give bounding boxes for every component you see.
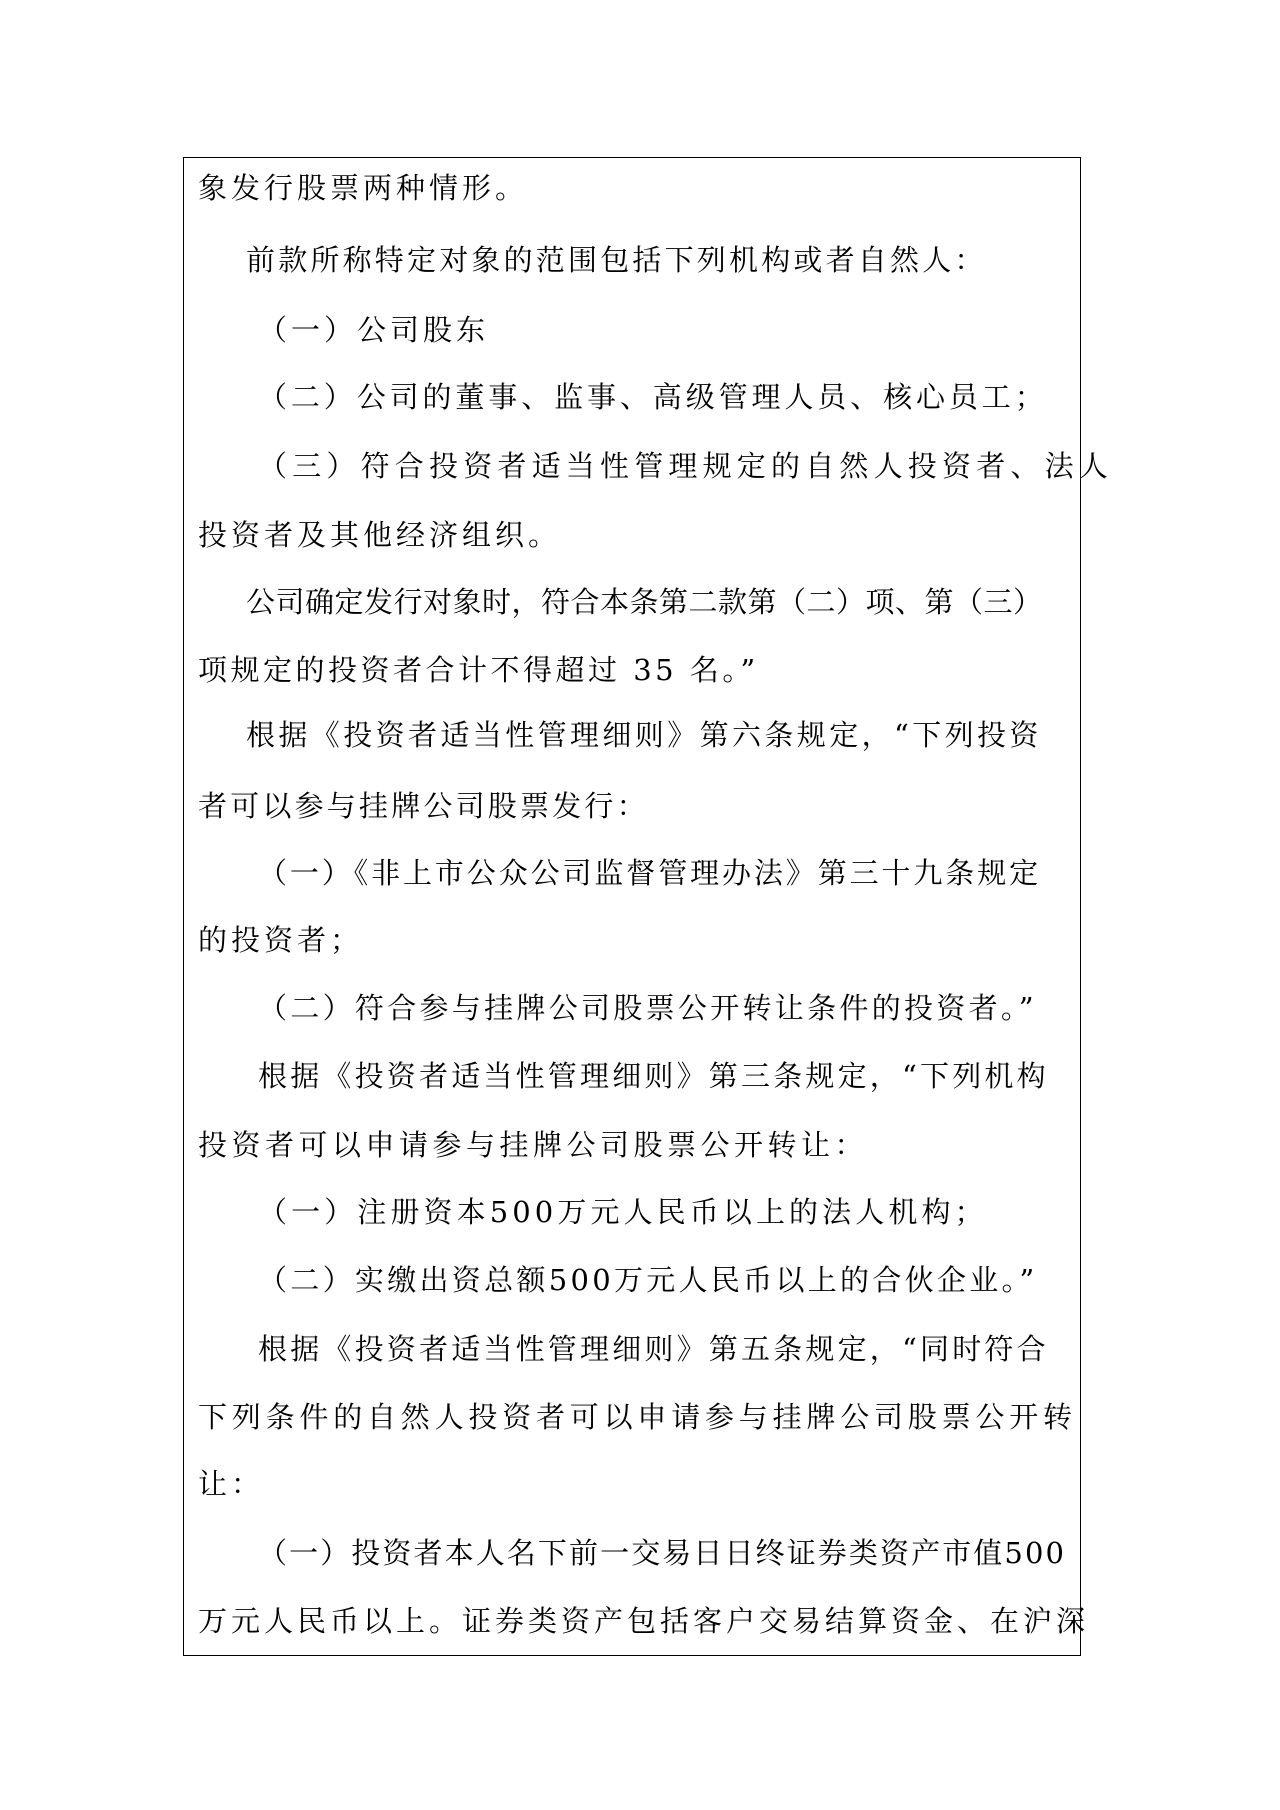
text-line: 投资者及其他经济组织。 bbox=[198, 518, 562, 552]
text-line: （二）公司的董事、监事、高级管理人员、核心员工； bbox=[258, 380, 1048, 414]
text-line: （一）注册资本500万元人民币以上的法人机构； bbox=[258, 1195, 988, 1229]
text-line: 让： bbox=[198, 1467, 265, 1501]
text-line: 者可以参与挂牌公司股票发行： bbox=[198, 789, 649, 823]
text-line: （二）符合参与挂牌公司股票公开转让条件的投资者。” bbox=[258, 991, 1037, 1025]
text-line: 象发行股票两种情形。 bbox=[198, 171, 529, 205]
text-line: 投资者可以申请参与挂牌公司股票公开转让： bbox=[198, 1128, 869, 1162]
text-line: （一）投资者本人名下前一交易日日终证券类资产市值500 bbox=[258, 1536, 1067, 1570]
text-line: （一）公司股东 bbox=[258, 313, 490, 347]
text-line: 公司确定发行对象时，符合本条第二款第（二）项、第（三） bbox=[246, 585, 1043, 619]
text-line: 的投资者； bbox=[198, 923, 364, 957]
text-line: （一）《非上市公众公司监督管理办法》第三十九条规定 bbox=[258, 856, 1042, 890]
text-line: 项规定的投资者合计不得超过 35 名。” bbox=[198, 653, 759, 687]
text-line: 根据《投资者适当性管理细则》第六条规定，“下列投资 bbox=[246, 718, 1042, 752]
text-line: 根据《投资者适当性管理细则》第五条规定，“同时符合 bbox=[258, 1332, 1049, 1366]
text-line: 下列条件的自然人投资者可以申请参与挂牌公司股票公开转 bbox=[198, 1400, 1077, 1434]
text-line: 根据《投资者适当性管理细则》第三条规定，“下列机构 bbox=[258, 1059, 1049, 1093]
text-line: （二）实缴出资总额500万元人民币以上的合伙企业。” bbox=[258, 1263, 1038, 1297]
text-line: （三）符合投资者适当性管理规定的自然人投资者、法人 bbox=[258, 449, 1114, 483]
text-line: 万元人民币以上。证券类资产包括客户交易结算资金、在沪深 bbox=[198, 1604, 1090, 1638]
text-line: 前款所称特定对象的范围包括下列机构或者自然人： bbox=[246, 243, 987, 277]
